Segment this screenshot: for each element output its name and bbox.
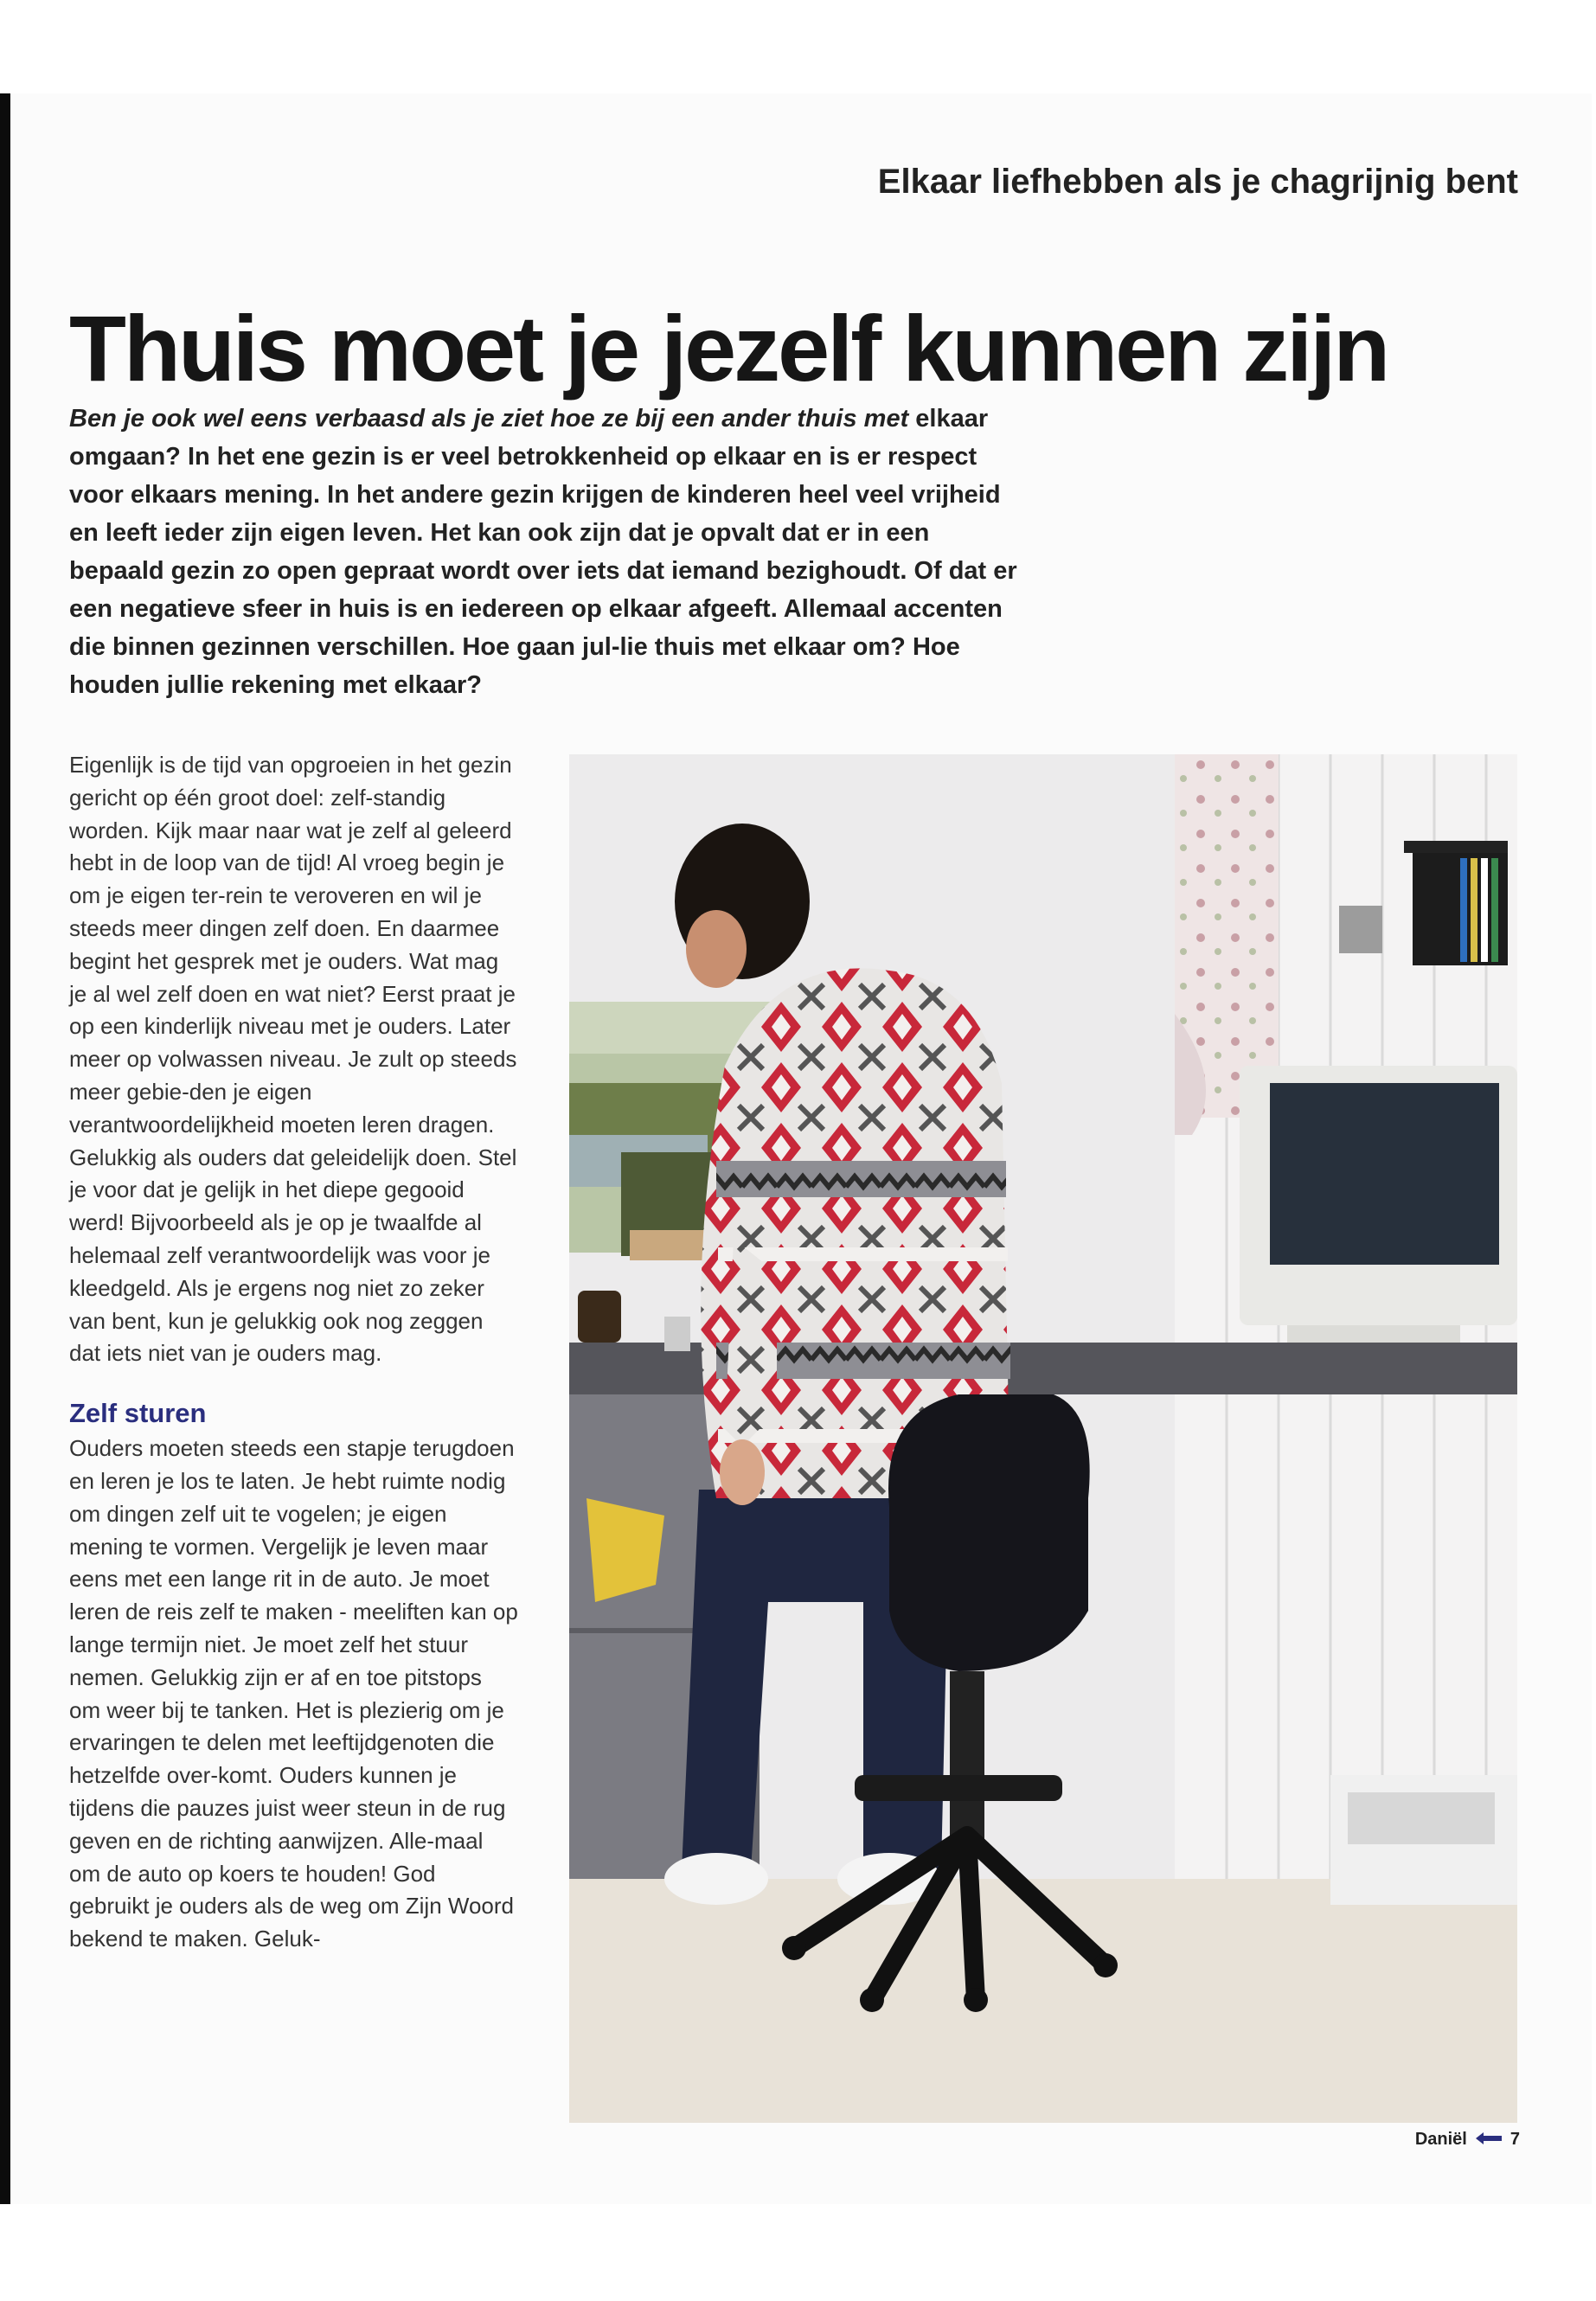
article-intro bbox=[69, 400, 1021, 704]
article-photo bbox=[569, 754, 1517, 2123]
article-title: Thuis moet je jezelf kunnen zijn bbox=[69, 296, 1388, 401]
body-column bbox=[69, 749, 519, 1956]
photo-illustration bbox=[569, 754, 1517, 2123]
arrow-left-icon bbox=[1476, 2130, 1502, 2150]
page-number: 7 bbox=[1509, 2130, 1520, 2149]
body-paragraph-1: Eigenlijk is de tijd van opgroeien in het gezin gericht op één groot doel: zelf-standig worden. Kijk maar naar wat je zelf al geleerd hebt in de loop van de tijd! Al vroeg begin je om je eigen ter-rein te veroveren en wil je steeds meer dingen zelf doen. En daarmee begint het gesprek met je ouders. Wat mag je al wel zelf doen en wat niet? Eerst praat je op een kinderlijk niveau met je ouders. Later meer op volwassen niveau. Je zult op steeds meer gebie-den je eigen verantwoordelijkheid moeten leren dragen. Gelukkig als ouders dat geleidelijk doen. Stel je voor dat je gelijk in het diepe gegooid werd! Bijvoorbeeld als je op je twaalfde al helemaal zelf verantwoordelijk was voor je kleedgeld. Als je ergens nog niet zo zeker van bent, kun je gelukkig ook nog zeggen dat iets niet van je ouders mag. bbox=[69, 752, 517, 1367]
body-paragraph-2: Ouders moeten steeds een stapje terugdoen en leren je los te laten. Je hebt ruimte nodig om dingen zelf uit te vogelen; je eigen mening te vormen. Vergelijk je leven maar eens met een lange rit in de auto. Je moet leren de reis zelf te maken - meeliften kan op lange termijn niet. Je moet zelf het stuur nemen. Gelukkig zijn er af en toe pitstops om weer bij te tanken. Het is plezierig om je ervaringen te delen met leeftijdgenoten die hetzelfde over-komt. Ouders kunnen je tijdens die pauzes juist weer steun in de rug geven en de richting aanwijzen. Alle-maal om de auto op koers te houden! God gebruikt je ouders als de weg om Zijn Woord bekend te maken. Geluk- bbox=[69, 1435, 518, 1952]
section-subheading: Zelf sturen bbox=[69, 1398, 207, 1429]
intro-body: elkaar omgaan? In het ene gezin is er veel betrokkenheid op elkaar en is er respect voor elkaars mening. In het andere gezin krijgen de kinderen heel veel vrijheid en leeft ieder zijn eigen leven. Het kan ook zijn dat je opvalt dat er in een bepaald gezin zo open gepraat wordt over iets dat iemand bezighoudt. Of dat er een negatieve sfeer in huis is en iedereen op elkaar afgeeft. Allemaal accenten die binnen gezinnen verschillen. Hoe gaan jul-lie thuis met elkaar om? Hoe houden jullie rekening met elkaar? bbox=[69, 405, 1017, 699]
article-kicker: Elkaar liefhebben als je chagrijnig bent bbox=[877, 163, 1518, 201]
page-footer bbox=[1415, 2130, 1520, 2150]
intro-lead: Ben je ook wel eens verbaasd als je ziet hoe ze bij een ander thuis met bbox=[69, 405, 909, 433]
magazine-name: Daniël bbox=[1414, 2130, 1467, 2149]
